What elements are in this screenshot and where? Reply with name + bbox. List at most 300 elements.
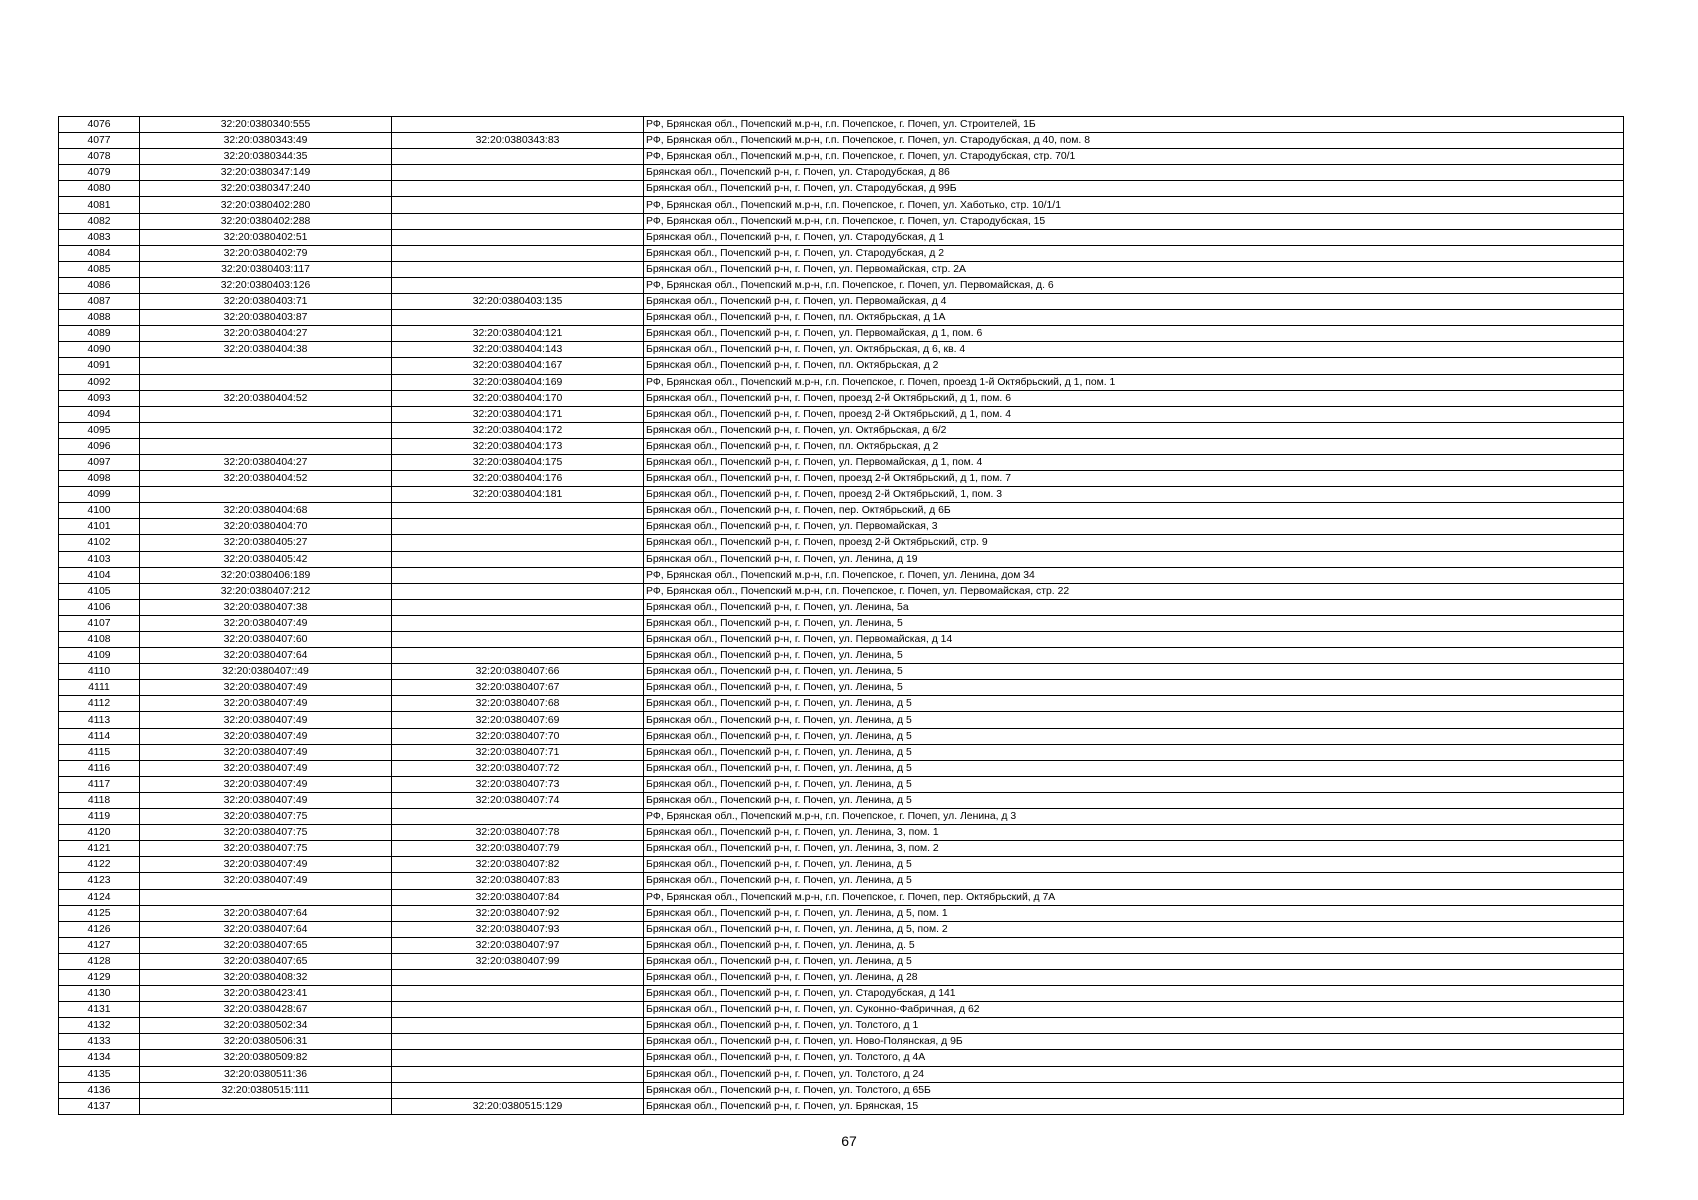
address-cell: РФ, Брянская обл., Почепский м.р-н, г.п. Почепское, г. Почеп, ул. Строителей, 1Б <box>644 117 1624 133</box>
address-cell: Брянская обл., Почепский р-н, г. Почеп, ул. Ленина, д 5 <box>644 792 1624 808</box>
row-number-cell: 4107 <box>59 615 140 631</box>
linked-cadastral-number-cell: 32:20:0380404:173 <box>392 438 644 454</box>
cadastral-number-cell: 32:20:0380407:49 <box>140 680 392 696</box>
cadastral-number-cell: 32:20:0380407:65 <box>140 953 392 969</box>
address-cell: Брянская обл., Почепский р-н, г. Почеп, ул. Ленина, д 5 <box>644 744 1624 760</box>
table-row <box>59 406 1624 422</box>
linked-cadastral-number-cell <box>392 1002 644 1018</box>
table-row <box>59 213 1624 229</box>
row-number-cell: 4076 <box>59 117 140 133</box>
address-cell: Брянская обл., Почепский р-н, г. Почеп, ул. Октябрьская, д 6, кв. 4 <box>644 342 1624 358</box>
address-cell: Брянская обл., Почепский р-н, г. Почеп, пл. Октябрьская, д 2 <box>644 438 1624 454</box>
row-number-cell: 4136 <box>59 1082 140 1098</box>
linked-cadastral-number-cell: 32:20:0380407:69 <box>392 712 644 728</box>
table-row <box>59 1034 1624 1050</box>
row-number-cell: 4100 <box>59 503 140 519</box>
address-cell: Брянская обл., Почепский р-н, г. Почеп, ул. Октябрьская, д 6/2 <box>644 422 1624 438</box>
row-number-cell: 4093 <box>59 390 140 406</box>
linked-cadastral-number-cell: 32:20:0380407:79 <box>392 841 644 857</box>
row-number-cell: 4083 <box>59 229 140 245</box>
cadastral-number-cell: 32:20:0380347:240 <box>140 181 392 197</box>
cadastral-number-cell: 32:20:0380407:49 <box>140 873 392 889</box>
linked-cadastral-number-cell: 32:20:0380407:82 <box>392 857 644 873</box>
table-row <box>59 841 1624 857</box>
table-row <box>59 648 1624 664</box>
cadastral-number-cell: 32:20:0380403:117 <box>140 261 392 277</box>
linked-cadastral-number-cell: 32:20:0380407:99 <box>392 953 644 969</box>
cadastral-number-cell: 32:20:0380407:49 <box>140 776 392 792</box>
linked-cadastral-number-cell: 32:20:0380404:121 <box>392 326 644 342</box>
row-number-cell: 4131 <box>59 1002 140 1018</box>
address-cell: Брянская обл., Почепский р-н, г. Почеп, ул. Толстого, д 4А <box>644 1050 1624 1066</box>
address-cell: Брянская обл., Почепский р-н, г. Почеп, проезд 2-й Октябрьский, д 1, пом. 7 <box>644 471 1624 487</box>
address-cell: РФ, Брянская обл., Почепский м.р-н, г.п. Почепское, г. Почеп, ул. Первомайская, д. 6 <box>644 277 1624 293</box>
cadastral-number-cell: 32:20:0380406:189 <box>140 567 392 583</box>
linked-cadastral-number-cell: 32:20:0380407:92 <box>392 905 644 921</box>
address-cell: Брянская обл., Почепский р-н, г. Почеп, ул. Ленина, д 5 <box>644 857 1624 873</box>
row-number-cell: 4095 <box>59 422 140 438</box>
linked-cadastral-number-cell <box>392 181 644 197</box>
table-row <box>59 133 1624 149</box>
row-number-cell: 4125 <box>59 905 140 921</box>
linked-cadastral-number-cell: 32:20:0380407:78 <box>392 825 644 841</box>
row-number-cell: 4098 <box>59 471 140 487</box>
cadastral-number-cell: 32:20:0380408:32 <box>140 969 392 985</box>
cadastral-number-cell: 32:20:0380404:68 <box>140 503 392 519</box>
row-number-cell: 4128 <box>59 953 140 969</box>
row-number-cell: 4102 <box>59 535 140 551</box>
table-row <box>59 358 1624 374</box>
table-row <box>59 535 1624 551</box>
cadastral-number-cell <box>140 487 392 503</box>
linked-cadastral-number-cell <box>392 245 644 261</box>
table-row <box>59 1066 1624 1082</box>
registry-table-body <box>59 117 1624 1115</box>
table-row <box>59 294 1624 310</box>
cadastral-number-cell: 32:20:0380402:288 <box>140 213 392 229</box>
cadastral-number-cell: 32:20:0380403:71 <box>140 294 392 310</box>
row-number-cell: 4078 <box>59 149 140 165</box>
address-cell: Брянская обл., Почепский р-н, г. Почеп, ул. Стародубская, д 141 <box>644 986 1624 1002</box>
address-cell: Брянская обл., Почепский р-н, г. Почеп, ул. Ленина, д 5 <box>644 728 1624 744</box>
cadastral-number-cell: 32:20:0380502:34 <box>140 1018 392 1034</box>
address-cell: Брянская обл., Почепский р-н, г. Почеп, пл. Октябрьская, д 1А <box>644 310 1624 326</box>
table-row <box>59 632 1624 648</box>
table-row <box>59 519 1624 535</box>
address-cell: Брянская обл., Почепский р-н, г. Почеп, проезд 2-й Октябрьский, д 1, пом. 4 <box>644 406 1624 422</box>
linked-cadastral-number-cell: 32:20:0380404:171 <box>392 406 644 422</box>
row-number-cell: 4105 <box>59 583 140 599</box>
table-row <box>59 1050 1624 1066</box>
cadastral-number-cell: 32:20:0380407:49 <box>140 696 392 712</box>
cadastral-number-cell: 32:20:0380407:212 <box>140 583 392 599</box>
row-number-cell: 4127 <box>59 937 140 953</box>
linked-cadastral-number-cell: 32:20:0380404:181 <box>392 487 644 503</box>
table-row <box>59 921 1624 937</box>
table-row <box>59 905 1624 921</box>
row-number-cell: 4084 <box>59 245 140 261</box>
cadastral-number-cell <box>140 406 392 422</box>
linked-cadastral-number-cell <box>392 310 644 326</box>
address-cell: РФ, Брянская обл., Почепский м.р-н, г.п. Почепское, г. Почеп, ул. Ленина, д 3 <box>644 809 1624 825</box>
linked-cadastral-number-cell: 32:20:0380407:93 <box>392 921 644 937</box>
cadastral-number-cell <box>140 422 392 438</box>
row-number-cell: 4126 <box>59 921 140 937</box>
linked-cadastral-number-cell <box>392 809 644 825</box>
row-number-cell: 4106 <box>59 599 140 615</box>
address-cell: Брянская обл., Почепский р-н, г. Почеп, ул. Первомайская, д 1, пом. 6 <box>644 326 1624 342</box>
table-row <box>59 1098 1624 1114</box>
row-number-cell: 4124 <box>59 889 140 905</box>
cadastral-number-cell: 32:20:0380402:79 <box>140 245 392 261</box>
row-number-cell: 4115 <box>59 744 140 760</box>
address-cell: Брянская обл., Почепский р-н, г. Почеп, ул. Ленина, д 5 <box>644 953 1624 969</box>
table-row <box>59 181 1624 197</box>
row-number-cell: 4104 <box>59 567 140 583</box>
row-number-cell: 4090 <box>59 342 140 358</box>
row-number-cell: 4086 <box>59 277 140 293</box>
cadastral-number-cell: 32:20:0380404:70 <box>140 519 392 535</box>
row-number-cell: 4135 <box>59 1066 140 1082</box>
table-row <box>59 438 1624 454</box>
cadastral-number-cell: 32:20:0380402:51 <box>140 229 392 245</box>
address-cell: РФ, Брянская обл., Почепский м.р-н, г.п. Почепское, г. Почеп, ул. Стародубская, 15 <box>644 213 1624 229</box>
table-row <box>59 664 1624 680</box>
cadastral-number-cell <box>140 1098 392 1114</box>
linked-cadastral-number-cell: 32:20:0380407:66 <box>392 664 644 680</box>
table-row <box>59 776 1624 792</box>
row-number-cell: 4119 <box>59 809 140 825</box>
address-cell: Брянская обл., Почепский р-н, г. Почеп, ул. Ленина, д 5 <box>644 873 1624 889</box>
row-number-cell: 4109 <box>59 648 140 664</box>
cadastral-number-cell: 32:20:0380347:149 <box>140 165 392 181</box>
cadastral-number-cell: 32:20:0380407:75 <box>140 809 392 825</box>
linked-cadastral-number-cell: 32:20:0380404:176 <box>392 471 644 487</box>
row-number-cell: 4116 <box>59 760 140 776</box>
address-cell: Брянская обл., Почепский р-н, г. Почеп, ул. Стародубская, д 2 <box>644 245 1624 261</box>
row-number-cell: 4120 <box>59 825 140 841</box>
row-number-cell: 4132 <box>59 1018 140 1034</box>
registry-table <box>58 116 1624 1115</box>
table-row <box>59 792 1624 808</box>
cadastral-number-cell: 32:20:0380407:64 <box>140 648 392 664</box>
linked-cadastral-number-cell: 32:20:0380407:72 <box>392 760 644 776</box>
table-row <box>59 760 1624 776</box>
address-cell: Брянская обл., Почепский р-н, г. Почеп, ул. Ленина, д 5 <box>644 696 1624 712</box>
linked-cadastral-number-cell <box>392 503 644 519</box>
address-cell: РФ, Брянская обл., Почепский м.р-н, г.п. Почепское, г. Почеп, пер. Октябрьский, д 7А <box>644 889 1624 905</box>
address-cell: Брянская обл., Почепский р-н, г. Почеп, ул. Ленина, д. 5 <box>644 937 1624 953</box>
cadastral-number-cell <box>140 438 392 454</box>
table-row <box>59 615 1624 631</box>
table-row <box>59 567 1624 583</box>
address-cell: РФ, Брянская обл., Почепский м.р-н, г.п. Почепское, г. Почеп, ул. Первомайская, стр. 22 <box>644 583 1624 599</box>
linked-cadastral-number-cell <box>392 1034 644 1050</box>
row-number-cell: 4110 <box>59 664 140 680</box>
address-cell: Брянская обл., Почепский р-н, г. Почеп, ул. Стародубская, д 86 <box>644 165 1624 181</box>
table-row <box>59 889 1624 905</box>
row-number-cell: 4091 <box>59 358 140 374</box>
table-row <box>59 857 1624 873</box>
address-cell: Брянская обл., Почепский р-н, г. Почеп, ул. Первомайская, д 14 <box>644 632 1624 648</box>
address-cell: Брянская обл., Почепский р-н, г. Почеп, ул. Ленина, д 5 <box>644 776 1624 792</box>
table-row <box>59 986 1624 1002</box>
cadastral-number-cell: 32:20:0380340:555 <box>140 117 392 133</box>
row-number-cell: 4130 <box>59 986 140 1002</box>
row-number-cell: 4080 <box>59 181 140 197</box>
address-cell: РФ, Брянская обл., Почепский м.р-н, г.п. Почепское, г. Почеп, ул. Хаботько, стр. 10/1/1 <box>644 197 1624 213</box>
linked-cadastral-number-cell <box>392 599 644 615</box>
table-row <box>59 326 1624 342</box>
linked-cadastral-number-cell: 32:20:0380407:73 <box>392 776 644 792</box>
row-number-cell: 4101 <box>59 519 140 535</box>
linked-cadastral-number-cell <box>392 197 644 213</box>
row-number-cell: 4103 <box>59 551 140 567</box>
address-cell: Брянская обл., Почепский р-н, г. Почеп, ул. Ленина, 5 <box>644 664 1624 680</box>
row-number-cell: 4114 <box>59 728 140 744</box>
cadastral-number-cell: 32:20:0380407:49 <box>140 857 392 873</box>
address-cell: РФ, Брянская обл., Почепский м.р-н, г.п. Почепское, г. Почеп, ул. Стародубская, стр. 70/1 <box>644 149 1624 165</box>
table-row <box>59 1002 1624 1018</box>
linked-cadastral-number-cell <box>392 551 644 567</box>
address-cell: Брянская обл., Почепский р-н, г. Почеп, ул. Толстого, д 24 <box>644 1066 1624 1082</box>
linked-cadastral-number-cell: 32:20:0380515:129 <box>392 1098 644 1114</box>
cadastral-number-cell: 32:20:0380407:49 <box>140 728 392 744</box>
table-row <box>59 809 1624 825</box>
cadastral-number-cell: 32:20:0380404:52 <box>140 390 392 406</box>
address-cell: Брянская обл., Почепский р-н, г. Почеп, ул. Стародубская, д 99Б <box>644 181 1624 197</box>
linked-cadastral-number-cell <box>392 117 644 133</box>
address-cell: Брянская обл., Почепский р-н, г. Почеп, ул. Ленина, д 5 <box>644 712 1624 728</box>
address-cell: Брянская обл., Почепский р-н, г. Почеп, проезд 2-й Октябрьский, д 1, пом. 6 <box>644 390 1624 406</box>
table-row <box>59 165 1624 181</box>
table-row <box>59 728 1624 744</box>
cadastral-number-cell: 32:20:0380403:126 <box>140 277 392 293</box>
linked-cadastral-number-cell: 32:20:0380407:68 <box>392 696 644 712</box>
row-number-cell: 4113 <box>59 712 140 728</box>
table-row <box>59 873 1624 889</box>
linked-cadastral-number-cell: 32:20:0380343:83 <box>392 133 644 149</box>
cadastral-number-cell: 32:20:0380407:49 <box>140 712 392 728</box>
table-row <box>59 969 1624 985</box>
cadastral-number-cell: 32:20:0380407:75 <box>140 841 392 857</box>
linked-cadastral-number-cell <box>392 567 644 583</box>
table-row <box>59 197 1624 213</box>
linked-cadastral-number-cell: 32:20:0380404:175 <box>392 454 644 470</box>
row-number-cell: 4096 <box>59 438 140 454</box>
linked-cadastral-number-cell: 32:20:0380404:167 <box>392 358 644 374</box>
row-number-cell: 4094 <box>59 406 140 422</box>
cadastral-number-cell: 32:20:0380407::49 <box>140 664 392 680</box>
cadastral-number-cell: 32:20:0380404:27 <box>140 454 392 470</box>
table-row <box>59 471 1624 487</box>
linked-cadastral-number-cell <box>392 632 644 648</box>
linked-cadastral-number-cell <box>392 149 644 165</box>
address-cell: РФ, Брянская обл., Почепский м.р-н, г.п. Почепское, г. Почеп, ул. Стародубская, д 40, пом. 8 <box>644 133 1624 149</box>
row-number-cell: 4108 <box>59 632 140 648</box>
table-row <box>59 712 1624 728</box>
cadastral-number-cell: 32:20:0380404:27 <box>140 326 392 342</box>
table-row <box>59 374 1624 390</box>
address-cell: Брянская обл., Почепский р-н, г. Почеп, ул. Брянская, 15 <box>644 1098 1624 1114</box>
cadastral-number-cell: 32:20:0380423:41 <box>140 986 392 1002</box>
address-cell: Брянская обл., Почепский р-н, г. Почеп, ул. Ленина, д 5, пом. 2 <box>644 921 1624 937</box>
cadastral-number-cell <box>140 889 392 905</box>
table-row <box>59 117 1624 133</box>
row-number-cell: 4087 <box>59 294 140 310</box>
linked-cadastral-number-cell: 32:20:0380407:97 <box>392 937 644 953</box>
table-row <box>59 229 1624 245</box>
row-number-cell: 4112 <box>59 696 140 712</box>
address-cell: Брянская обл., Почепский р-н, г. Почеп, ул. Стародубская, д 1 <box>644 229 1624 245</box>
table-row <box>59 696 1624 712</box>
table-row <box>59 1082 1624 1098</box>
linked-cadastral-number-cell <box>392 615 644 631</box>
linked-cadastral-number-cell: 32:20:0380404:170 <box>392 390 644 406</box>
row-number-cell: 4099 <box>59 487 140 503</box>
cadastral-number-cell: 32:20:0380404:52 <box>140 471 392 487</box>
row-number-cell: 4121 <box>59 841 140 857</box>
cadastral-number-cell: 32:20:0380407:38 <box>140 599 392 615</box>
cadastral-number-cell <box>140 374 392 390</box>
linked-cadastral-number-cell <box>392 1018 644 1034</box>
table-row <box>59 422 1624 438</box>
row-number-cell: 4077 <box>59 133 140 149</box>
linked-cadastral-number-cell: 32:20:0380404:143 <box>392 342 644 358</box>
linked-cadastral-number-cell: 32:20:0380407:71 <box>392 744 644 760</box>
linked-cadastral-number-cell <box>392 583 644 599</box>
linked-cadastral-number-cell <box>392 277 644 293</box>
cadastral-number-cell: 32:20:0380506:31 <box>140 1034 392 1050</box>
cadastral-number-cell: 32:20:0380428:67 <box>140 1002 392 1018</box>
address-cell: Брянская обл., Почепский р-н, г. Почеп, ул. Ленина, 3, пом. 2 <box>644 841 1624 857</box>
table-row <box>59 454 1624 470</box>
cadastral-number-cell: 32:20:0380515:111 <box>140 1082 392 1098</box>
cadastral-number-cell: 32:20:0380407:49 <box>140 615 392 631</box>
row-number-cell: 4137 <box>59 1098 140 1114</box>
cadastral-number-cell: 32:20:0380511:36 <box>140 1066 392 1082</box>
linked-cadastral-number-cell: 32:20:0380407:74 <box>392 792 644 808</box>
address-cell: Брянская обл., Почепский р-н, г. Почеп, ул. Первомайская, д 4 <box>644 294 1624 310</box>
linked-cadastral-number-cell: 32:20:0380407:67 <box>392 680 644 696</box>
linked-cadastral-number-cell <box>392 261 644 277</box>
table-row <box>59 744 1624 760</box>
address-cell: Брянская обл., Почепский р-н, г. Почеп, ул. Ленина, д 5, пом. 1 <box>644 905 1624 921</box>
table-row <box>59 277 1624 293</box>
address-cell: Брянская обл., Почепский р-н, г. Почеп, ул. Суконно-Фабричная, д 62 <box>644 1002 1624 1018</box>
table-row <box>59 149 1624 165</box>
address-cell: Брянская обл., Почепский р-н, г. Почеп, ул. Ленина, д 19 <box>644 551 1624 567</box>
cadastral-number-cell: 32:20:0380405:42 <box>140 551 392 567</box>
table-row <box>59 245 1624 261</box>
linked-cadastral-number-cell <box>392 969 644 985</box>
cadastral-number-cell: 32:20:0380407:64 <box>140 905 392 921</box>
row-number-cell: 4122 <box>59 857 140 873</box>
linked-cadastral-number-cell <box>392 535 644 551</box>
cadastral-number-cell: 32:20:0380407:65 <box>140 937 392 953</box>
address-cell: Брянская обл., Почепский р-н, г. Почеп, ул. Первомайская, 3 <box>644 519 1624 535</box>
address-cell: РФ, Брянская обл., Почепский м.р-н, г.п. Почепское, г. Почеп, проезд 1-й Октябрьский, д 1, пом. 1 <box>644 374 1624 390</box>
address-cell: Брянская обл., Почепский р-н, г. Почеп, ул. Ленина, 3, пом. 1 <box>644 825 1624 841</box>
row-number-cell: 4133 <box>59 1034 140 1050</box>
table-row <box>59 310 1624 326</box>
cadastral-number-cell: 32:20:0380344:35 <box>140 149 392 165</box>
address-cell: РФ, Брянская обл., Почепский м.р-н, г.п. Почепское, г. Почеп, ул. Ленина, дом 34 <box>644 567 1624 583</box>
row-number-cell: 4134 <box>59 1050 140 1066</box>
address-cell: Брянская обл., Почепский р-н, г. Почеп, ул. Первомайская, стр. 2А <box>644 261 1624 277</box>
table-row <box>59 937 1624 953</box>
address-cell: Брянская обл., Почепский р-н, г. Почеп, ул. Ново-Полянская, д 9Б <box>644 1034 1624 1050</box>
cadastral-number-cell: 32:20:0380403:87 <box>140 310 392 326</box>
address-cell: Брянская обл., Почепский р-н, г. Почеп, ул. Первомайская, д 1, пом. 4 <box>644 454 1624 470</box>
address-cell: Брянская обл., Почепский р-н, г. Почеп, ул. Ленина, д 5 <box>644 760 1624 776</box>
table-row <box>59 503 1624 519</box>
row-number-cell: 4118 <box>59 792 140 808</box>
linked-cadastral-number-cell: 32:20:0380403:135 <box>392 294 644 310</box>
row-number-cell: 4081 <box>59 197 140 213</box>
linked-cadastral-number-cell <box>392 229 644 245</box>
cadastral-number-cell: 32:20:0380407:49 <box>140 744 392 760</box>
linked-cadastral-number-cell <box>392 1082 644 1098</box>
linked-cadastral-number-cell <box>392 1066 644 1082</box>
table-row <box>59 261 1624 277</box>
row-number-cell: 4117 <box>59 776 140 792</box>
address-cell: Брянская обл., Почепский р-н, г. Почеп, ул. Толстого, д 65Б <box>644 1082 1624 1098</box>
cadastral-number-cell: 32:20:0380407:64 <box>140 921 392 937</box>
address-cell: Брянская обл., Почепский р-н, г. Почеп, проезд 2-й Октябрьский, стр. 9 <box>644 535 1624 551</box>
table-row <box>59 583 1624 599</box>
linked-cadastral-number-cell <box>392 519 644 535</box>
cadastral-number-cell: 32:20:0380407:60 <box>140 632 392 648</box>
table-row <box>59 680 1624 696</box>
row-number-cell: 4082 <box>59 213 140 229</box>
address-cell: Брянская обл., Почепский р-н, г. Почеп, ул. Ленина, 5 <box>644 648 1624 664</box>
table-row <box>59 953 1624 969</box>
row-number-cell: 4092 <box>59 374 140 390</box>
linked-cadastral-number-cell <box>392 986 644 1002</box>
address-cell: Брянская обл., Почепский р-н, г. Почеп, ул. Ленина, 5 <box>644 680 1624 696</box>
table-row <box>59 1018 1624 1034</box>
row-number-cell: 4079 <box>59 165 140 181</box>
linked-cadastral-number-cell <box>392 165 644 181</box>
address-cell: Брянская обл., Почепский р-н, г. Почеп, пл. Октябрьская, д 2 <box>644 358 1624 374</box>
cadastral-number-cell: 32:20:0380407:49 <box>140 792 392 808</box>
table-row <box>59 551 1624 567</box>
table-row <box>59 825 1624 841</box>
page-number: 67 <box>841 1133 857 1149</box>
cadastral-number-cell: 32:20:0380407:75 <box>140 825 392 841</box>
linked-cadastral-number-cell <box>392 648 644 664</box>
linked-cadastral-number-cell: 32:20:0380407:83 <box>392 873 644 889</box>
address-cell: Брянская обл., Почепский р-н, г. Почеп, ул. Ленина, 5а <box>644 599 1624 615</box>
cadastral-number-cell: 32:20:0380404:38 <box>140 342 392 358</box>
row-number-cell: 4089 <box>59 326 140 342</box>
table-row <box>59 487 1624 503</box>
table-row <box>59 342 1624 358</box>
cadastral-number-cell: 32:20:0380407:49 <box>140 760 392 776</box>
cadastral-number-cell: 32:20:0380405:27 <box>140 535 392 551</box>
table-row <box>59 390 1624 406</box>
row-number-cell: 4097 <box>59 454 140 470</box>
row-number-cell: 4123 <box>59 873 140 889</box>
cadastral-number-cell: 32:20:0380343:49 <box>140 133 392 149</box>
address-cell: Брянская обл., Почепский р-н, г. Почеп, ул. Ленина, д 28 <box>644 969 1624 985</box>
row-number-cell: 4085 <box>59 261 140 277</box>
cadastral-number-cell: 32:20:0380509:82 <box>140 1050 392 1066</box>
linked-cadastral-number-cell: 32:20:0380404:169 <box>392 374 644 390</box>
row-number-cell: 4129 <box>59 969 140 985</box>
row-number-cell: 4111 <box>59 680 140 696</box>
